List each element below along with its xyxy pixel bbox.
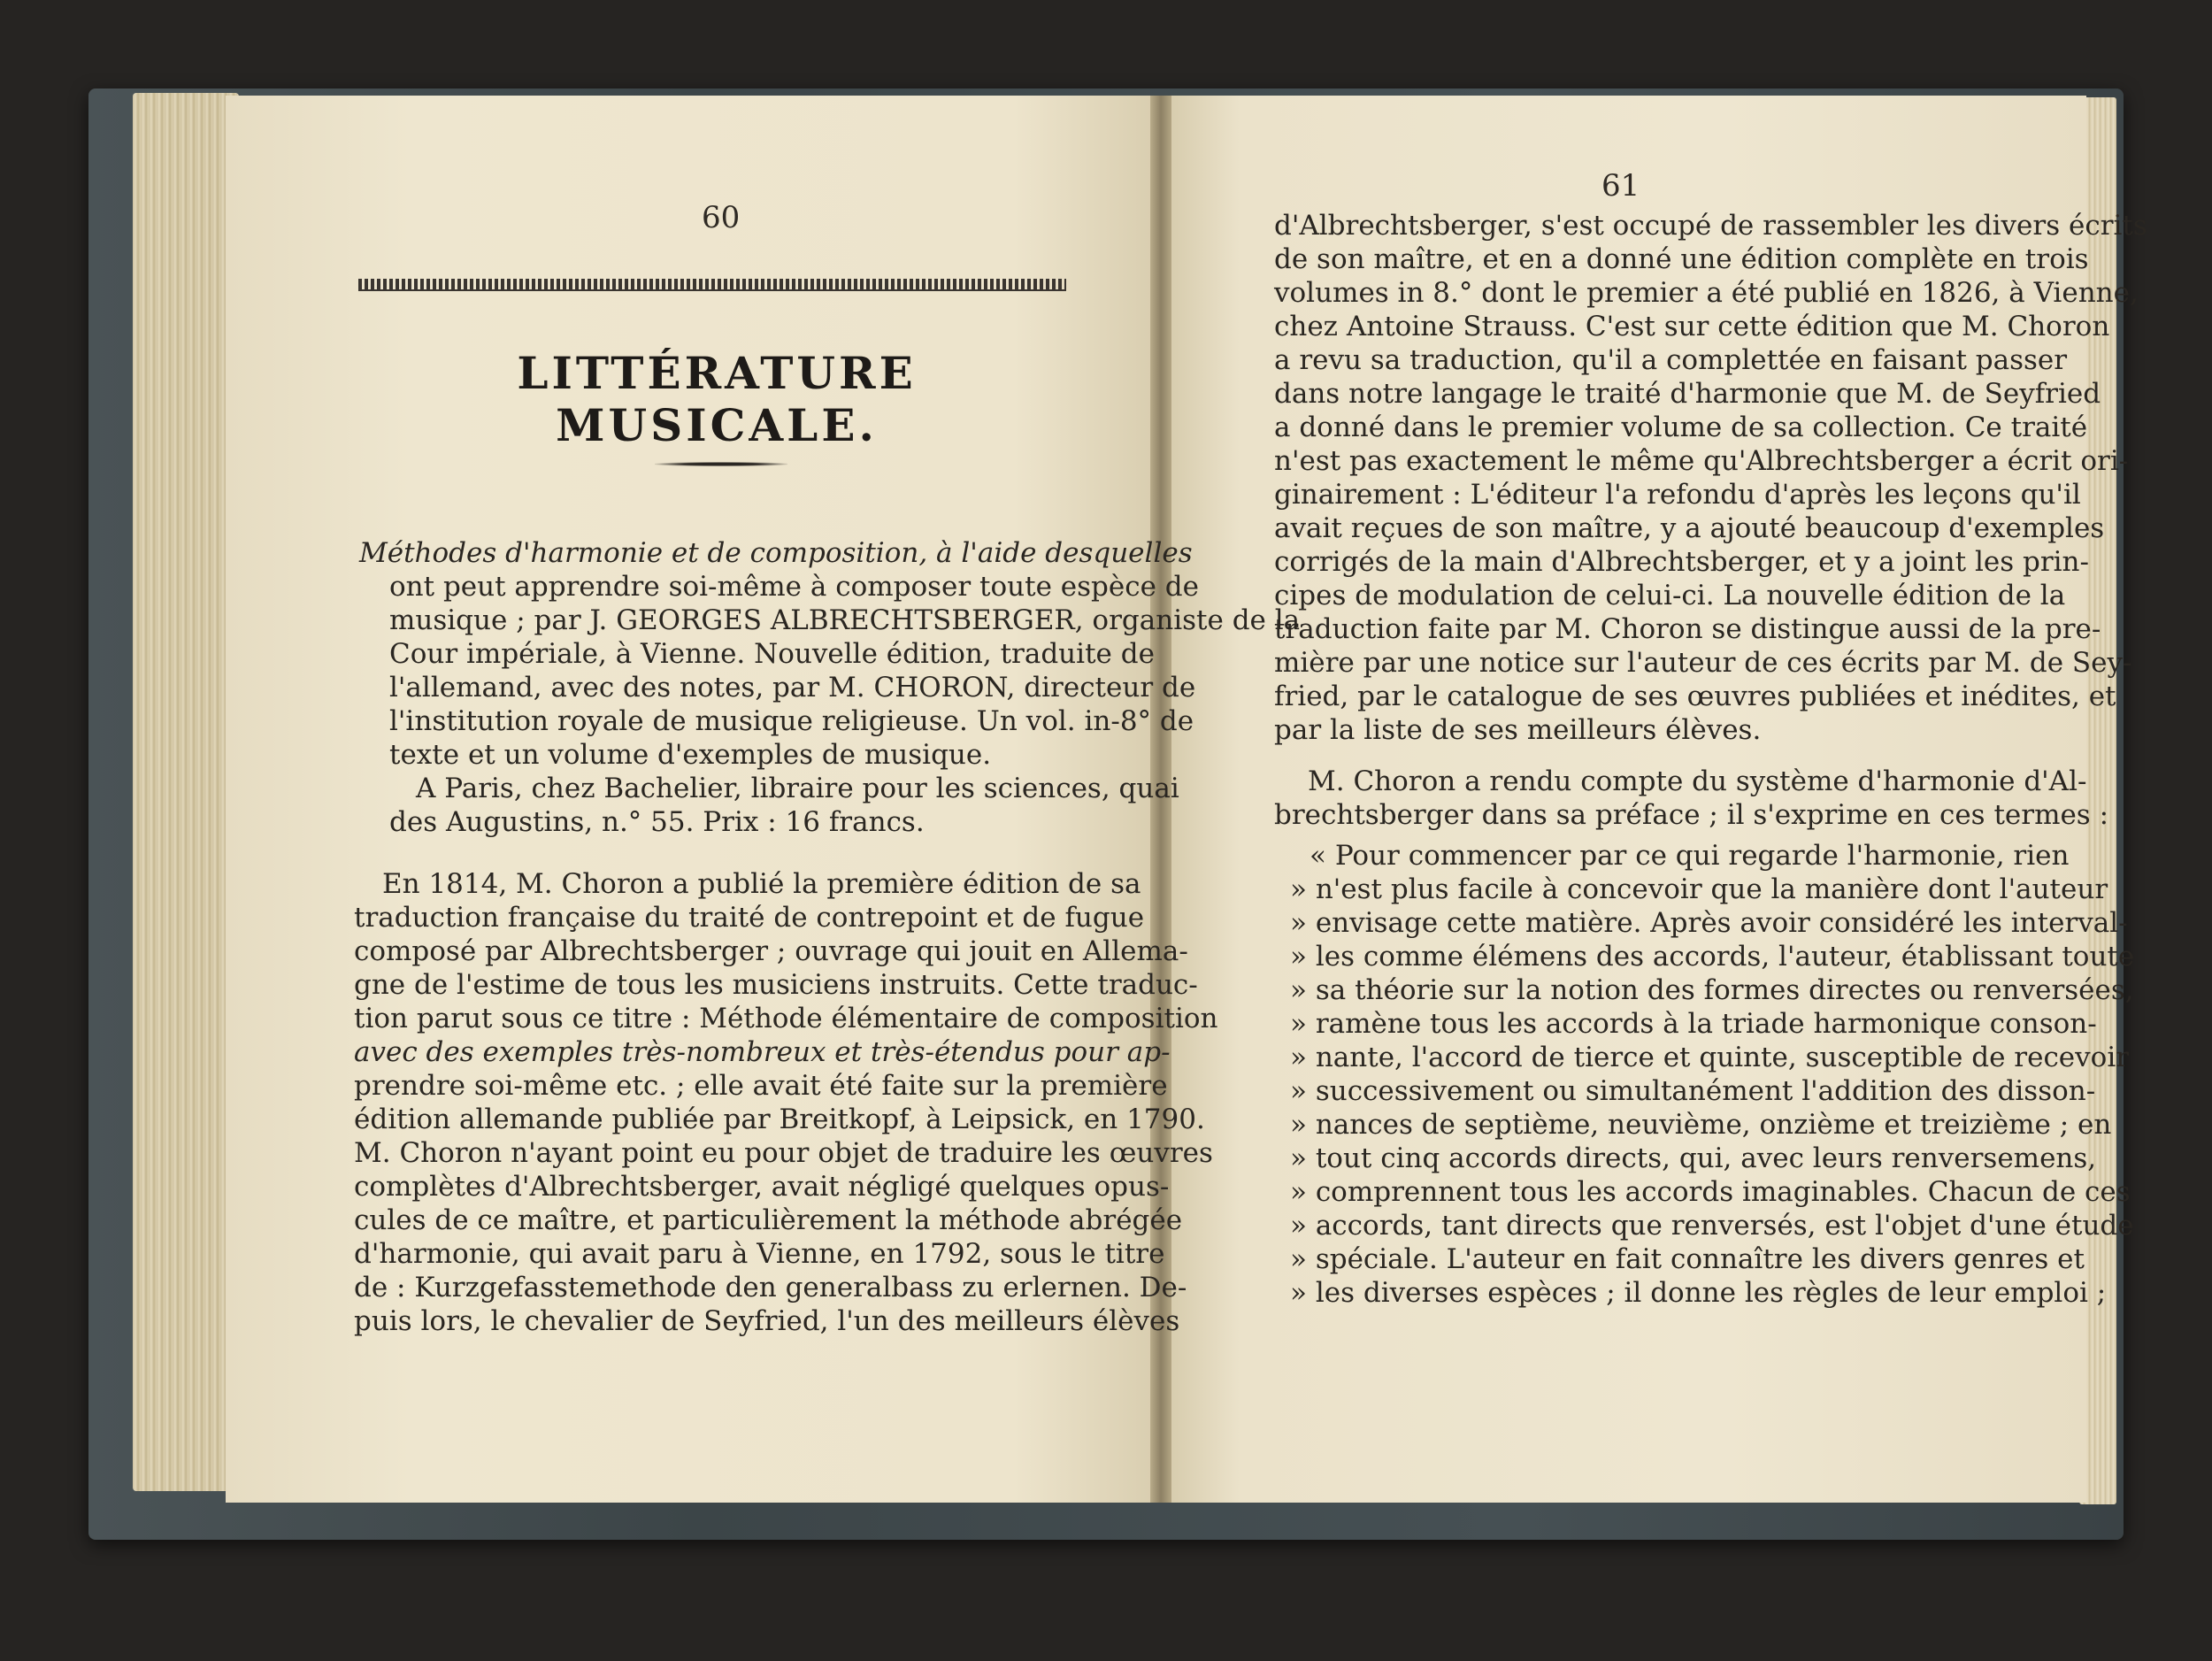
text-line: a donné dans le premier volume de sa collection. Ce traité bbox=[1274, 411, 2088, 443]
text-line: Méthodes d'harmonie et de composition, à l'aide desquelles bbox=[359, 537, 1193, 569]
text-line: de : Kurzgefasstemethode den generalbass zu erlernen. De- bbox=[354, 1272, 1187, 1303]
text-line: traduction française du traité de contrepoint et de fugue bbox=[354, 902, 1145, 934]
text-line: chez Antoine Strauss. C'est sur cette édition que M. Choron bbox=[1274, 311, 2110, 342]
text-line: de son maître, et en a donné une édition complète en trois bbox=[1274, 243, 2089, 275]
text-line: d'harmonie, qui avait paru à Vienne, en 1792, sous le titre bbox=[354, 1238, 1165, 1270]
text-line: musique ; par J. GEORGES ALBRECHTSBERGER, organiste de la bbox=[389, 604, 1301, 636]
text-line: « Pour commencer par ce qui regarde l'harmonie, rien bbox=[1310, 840, 2070, 872]
text-line: complètes d'Albrechtsberger, avait négligé quelques opus- bbox=[354, 1171, 1170, 1203]
text-line: avait reçues de son maître, y a ajouté beaucoup d'exemples bbox=[1274, 512, 2105, 544]
ornamental-rule bbox=[358, 279, 1066, 291]
text-line: volumes in 8.° dont le premier a été publié en 1826, à Vienne, bbox=[1274, 277, 2139, 309]
text-line: brechtsberger dans sa préface ; il s'exprime en ces termes : bbox=[1274, 799, 2109, 831]
text-line: n'est pas exactement le même qu'Albrechtsberger a écrit ori- bbox=[1274, 445, 2129, 477]
text-line: » envisage cette matière. Après avoir considéré les interval- bbox=[1290, 907, 2128, 939]
text-line: par la liste de ses meilleurs élèves. bbox=[1274, 714, 1762, 746]
text-line: M. Choron n'ayant point eu pour objet de traduire les œuvres bbox=[354, 1137, 1213, 1169]
text-line: des Augustins, n.° 55. Prix : 16 francs. bbox=[389, 806, 925, 838]
text-line: » n'est plus facile à concevoir que la manière dont l'auteur bbox=[1290, 873, 2108, 905]
text-line: » spéciale. L'auteur en fait connaître les divers genres et bbox=[1290, 1243, 2085, 1275]
text-line: » sa théorie sur la notion des formes directes ou renversées, bbox=[1290, 974, 2134, 1006]
text-line: l'allemand, avec des notes, par M. CHORON, directeur de bbox=[389, 672, 1196, 704]
section-heading: LITTÉRATURE MUSICALE. bbox=[517, 347, 917, 451]
left-page-edges bbox=[133, 93, 239, 1491]
heading-rule bbox=[655, 462, 787, 466]
text-line: » nante, l'accord de tierce et quinte, susceptible de recevoir bbox=[1290, 1042, 2130, 1073]
text-line: gne de l'estime de tous les musiciens instruits. Cette traduc- bbox=[354, 969, 1198, 1001]
text-line: dans notre langage le traité d'harmonie que M. de Seyfried bbox=[1274, 378, 2101, 410]
text-line: Cour impériale, à Vienne. Nouvelle édition, traduite de bbox=[389, 638, 1155, 670]
text-line: d'Albrechtsberger, s'est occupé de rassembler les divers écrits bbox=[1274, 210, 2147, 242]
text-line: A Paris, chez Bachelier, libraire pour les sciences, quai bbox=[416, 773, 1179, 804]
page-number-right: 61 bbox=[1601, 168, 1640, 204]
text-line: l'institution royale de musique religieuse. Un vol. in-8° de bbox=[389, 705, 1194, 737]
text-line: » tout cinq accords directs, qui, avec leurs renversemens, bbox=[1290, 1142, 2097, 1174]
text-line: En 1814, M. Choron a publié la première édition de sa bbox=[382, 868, 1141, 900]
text-line: ginairement : L'éditeur l'a refondu d'après les leçons qu'il bbox=[1274, 479, 2081, 511]
text-line: » les diverses espèces ; il donne les règles de leur emploi ; bbox=[1290, 1277, 2107, 1309]
text-line: puis lors, le chevalier de Seyfried, l'un des meilleurs élèves bbox=[354, 1305, 1180, 1337]
text-line: » ramène tous les accords à la triade harmonique conson- bbox=[1290, 1008, 2097, 1040]
text-line: traduction faite par M. Choron se distingue aussi de la pre- bbox=[1274, 613, 2101, 645]
text-line: mière par une notice sur l'auteur de ces écrits par M. de Sey- bbox=[1274, 647, 2132, 679]
text-line: » accords, tant directs que renversés, est l'objet d'une étude bbox=[1290, 1210, 2134, 1242]
text-line: » les comme élémens des accords, l'auteur, établissant toute bbox=[1290, 941, 2135, 973]
text-line: tion parut sous ce titre : Méthode élémentaire de composition bbox=[354, 1003, 1218, 1034]
text-line: » comprennent tous les accords imaginables. Chacun de ces bbox=[1290, 1176, 2131, 1208]
text-line: édition allemande publiée par Breitkopf, à Leipsick, en 1790. bbox=[354, 1103, 1205, 1135]
text-line: composé par Albrechtsberger ; ouvrage qui jouit en Allema- bbox=[354, 935, 1188, 967]
text-line: cules de ce maître, et particulièrement la méthode abrégée bbox=[354, 1204, 1183, 1236]
page-number-left: 60 bbox=[702, 200, 741, 235]
text-line: texte et un volume d'exemples de musique. bbox=[389, 739, 992, 771]
text-line: cipes de modulation de celui-ci. La nouvelle édition de la bbox=[1274, 580, 2066, 611]
text-line: » nances de septième, neuvième, onzième et treizième ; en bbox=[1290, 1109, 2112, 1141]
text-line: » successivement ou simultanément l'addition des disson- bbox=[1290, 1075, 2096, 1107]
text-line: a revu sa traduction, qu'il a complettée en faisant passer bbox=[1274, 344, 2068, 376]
text-line: M. Choron a rendu compte du système d'harmonie d'Al- bbox=[1308, 765, 2087, 797]
text-line: ont peut apprendre soi-même à composer toute espèce de bbox=[389, 571, 1199, 603]
text-line: fried, par le catalogue de ses œuvres publiées et inédites, et bbox=[1274, 681, 2116, 712]
text-line: prendre soi-même etc. ; elle avait été faite sur la première bbox=[354, 1070, 1168, 1102]
text-line: corrigés de la main d'Albrechtsberger, et y a joint les prin- bbox=[1274, 546, 2089, 578]
text-line: avec des exemples très-nombreux et très-étendus pour ap- bbox=[354, 1036, 1171, 1068]
